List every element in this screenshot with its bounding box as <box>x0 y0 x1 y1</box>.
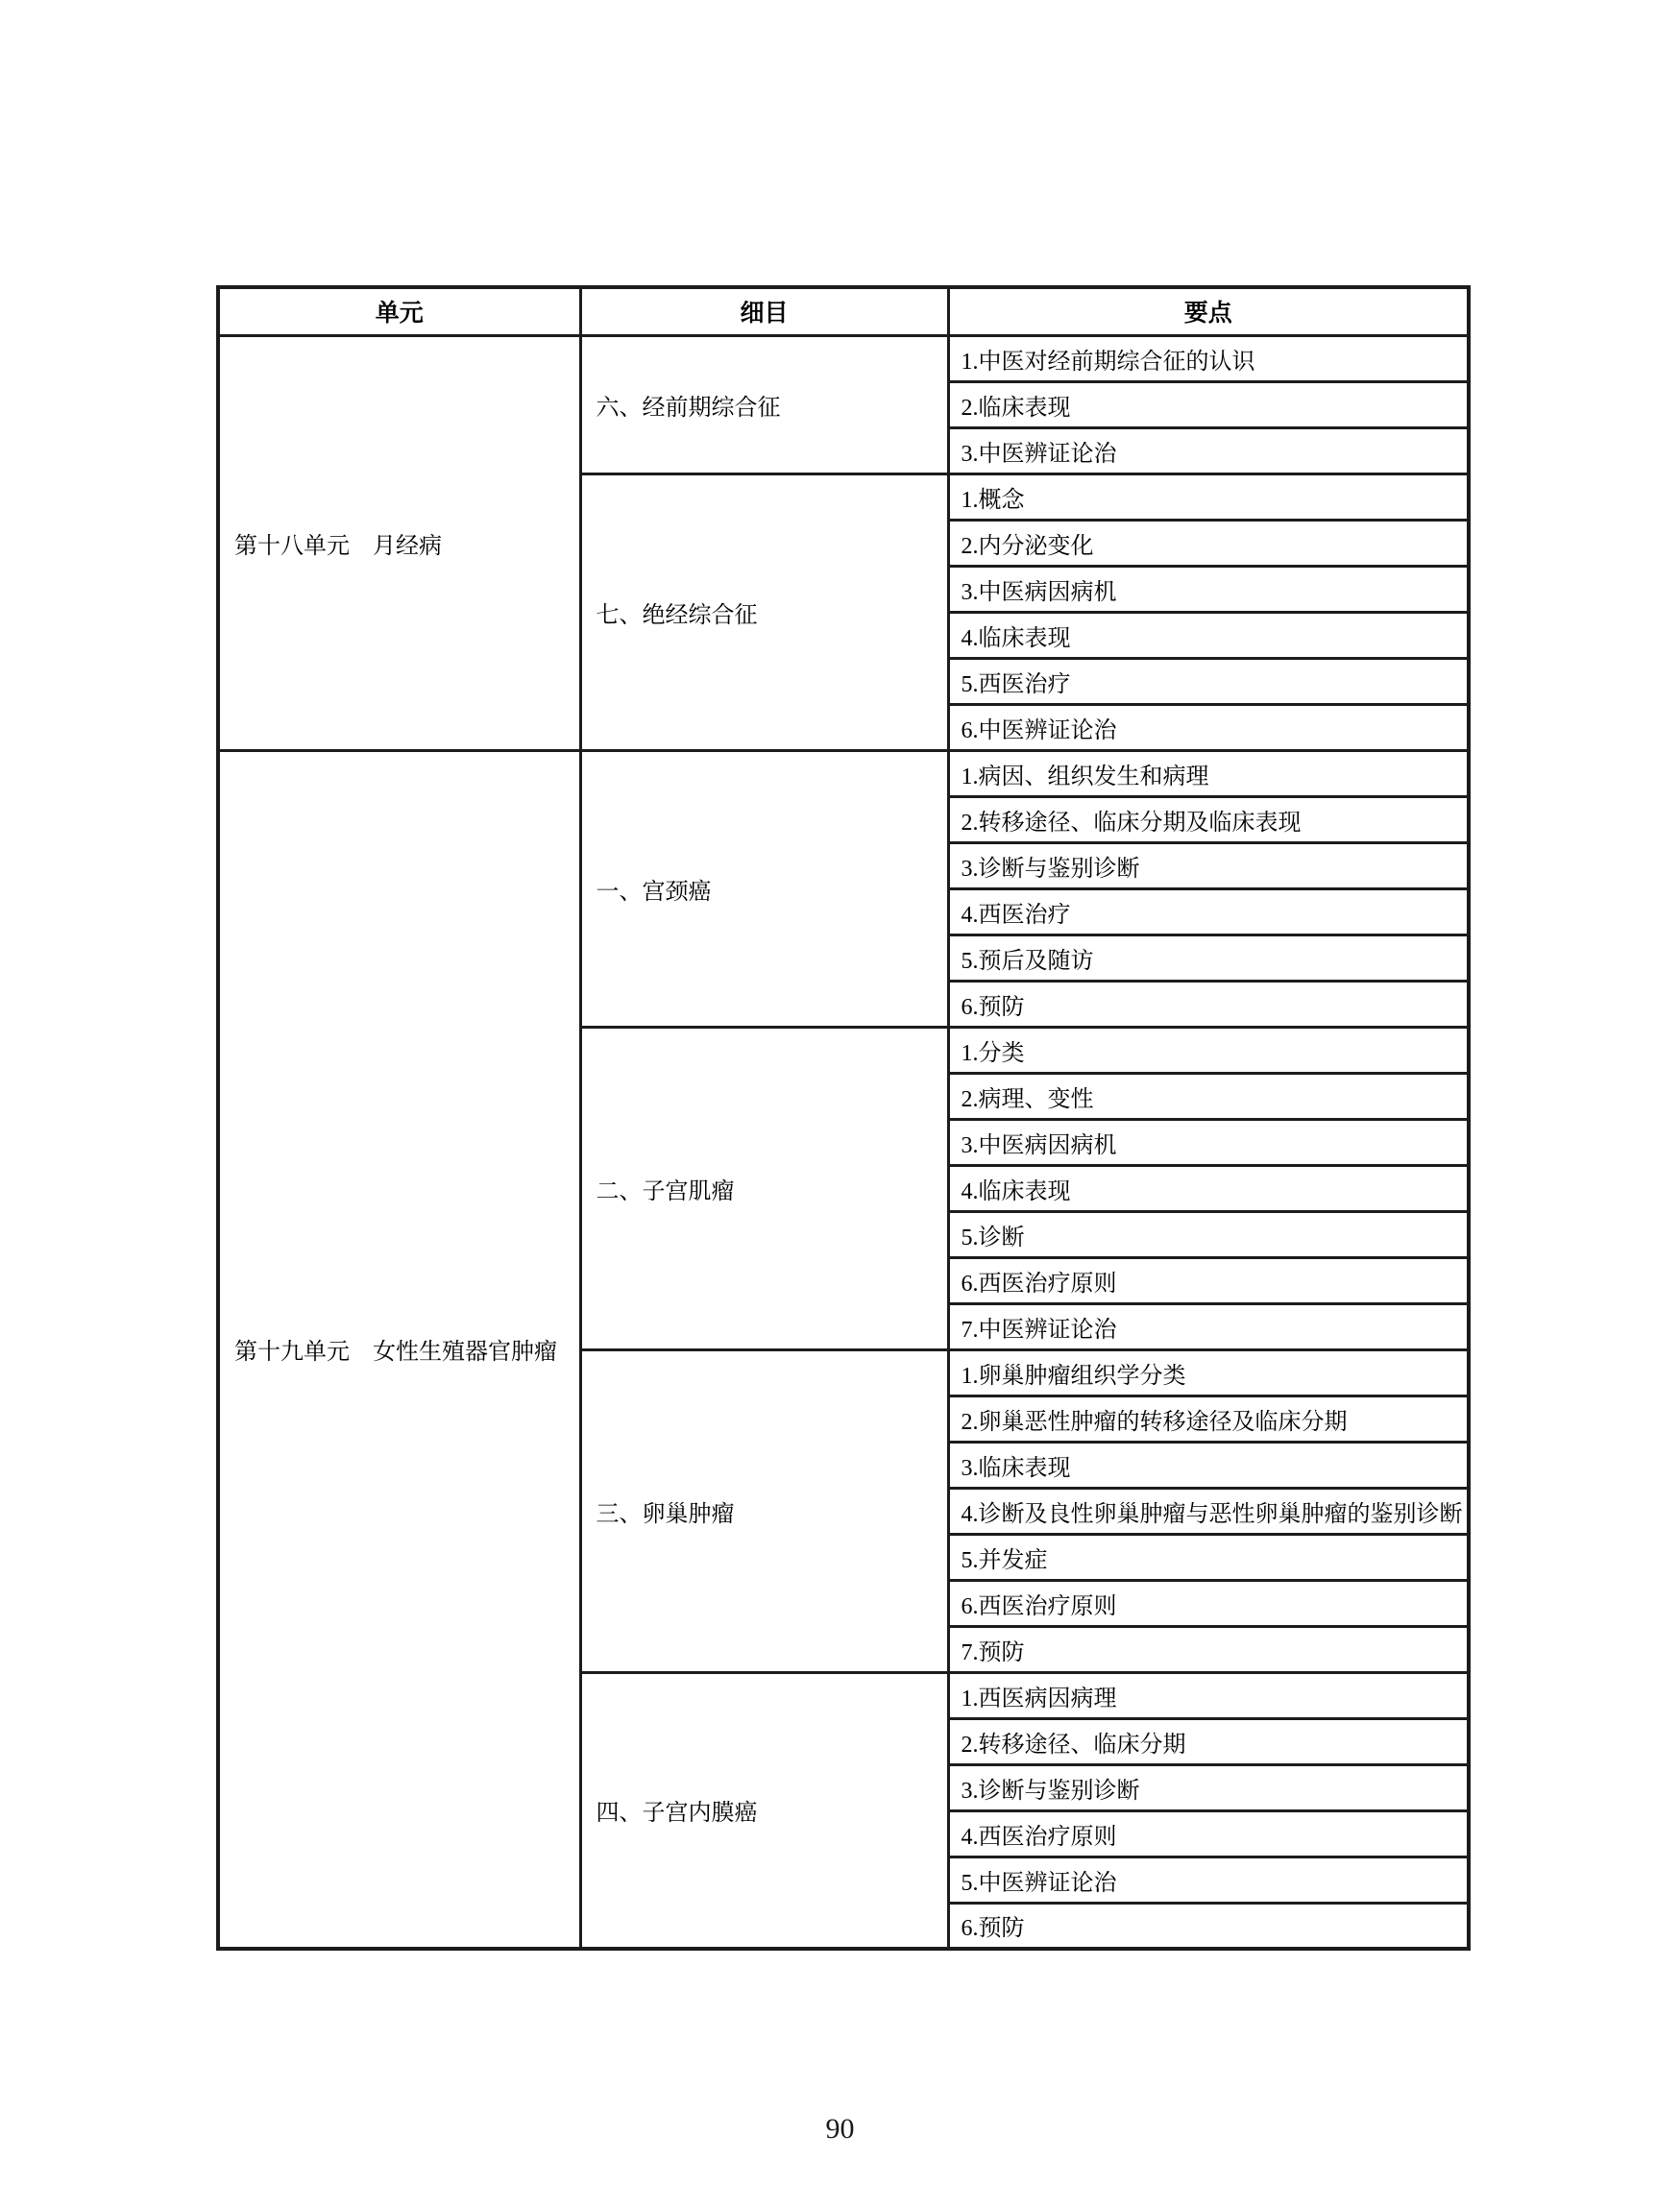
item-cell: 三、卵巢肿瘤 <box>580 1349 948 1672</box>
point-cell: 1.分类 <box>948 1027 1469 1073</box>
header-cell: 单元 <box>218 287 580 335</box>
point-cell: 5.预后及随访 <box>948 935 1469 981</box>
point-cell: 6.预防 <box>948 981 1469 1027</box>
point-cell: 6.西医治疗原则 <box>948 1580 1469 1626</box>
point-cell: 2.卵巢恶性肿瘤的转移途径及临床分期 <box>948 1396 1469 1442</box>
point-cell: 3.中医病因病机 <box>948 566 1469 612</box>
point-cell: 1.概念 <box>948 473 1469 520</box>
point-cell: 4.临床表现 <box>948 1165 1469 1211</box>
point-cell: 5.并发症 <box>948 1534 1469 1580</box>
unit-cell: 第十八单元 月经病 <box>218 335 580 750</box>
point-cell: 2.转移途径、临床分期 <box>948 1718 1469 1764</box>
point-cell: 3.临床表现 <box>948 1442 1469 1488</box>
point-cell: 1.病因、组织发生和病理 <box>948 750 1469 796</box>
point-cell: 2.病理、变性 <box>948 1073 1469 1119</box>
point-cell: 3.诊断与鉴别诊断 <box>948 842 1469 888</box>
point-cell: 3.中医病因病机 <box>948 1119 1469 1165</box>
table-row <box>218 750 1469 796</box>
point-cell: 5.诊断 <box>948 1211 1469 1257</box>
header-cell: 细目 <box>580 287 948 335</box>
point-cell: 5.中医辨证论治 <box>948 1857 1469 1903</box>
header-cell: 要点 <box>948 287 1469 335</box>
item-cell: 二、子宫肌瘤 <box>580 1027 948 1349</box>
table-body <box>218 335 1469 1949</box>
point-cell: 1.卵巢肿瘤组织学分类 <box>948 1349 1469 1396</box>
syllabus-table <box>216 285 1471 1951</box>
point-cell: 3.诊断与鉴别诊断 <box>948 1764 1469 1810</box>
item-cell: 一、宫颈癌 <box>580 750 948 1027</box>
point-cell: 5.西医治疗 <box>948 658 1469 704</box>
point-cell: 2.转移途径、临床分期及临床表现 <box>948 796 1469 842</box>
unit-cell: 第十九单元 女性生殖器官肿瘤 <box>218 750 580 1949</box>
page-number: 90 <box>825 2113 855 2145</box>
point-cell: 6.西医治疗原则 <box>948 1257 1469 1303</box>
item-cell: 六、经前期综合征 <box>580 335 948 473</box>
point-cell: 2.内分泌变化 <box>948 520 1469 566</box>
point-cell: 3.中医辨证论治 <box>948 427 1469 473</box>
point-cell: 1.中医对经前期综合征的认识 <box>948 335 1469 381</box>
point-cell: 4.西医治疗 <box>948 888 1469 935</box>
item-cell: 四、子宫内膜癌 <box>580 1672 948 1949</box>
table-header-row <box>218 287 1469 335</box>
point-cell: 2.临床表现 <box>948 381 1469 427</box>
point-cell: 6.中医辨证论治 <box>948 704 1469 750</box>
point-cell: 1.西医病因病理 <box>948 1672 1469 1718</box>
point-cell: 4.临床表现 <box>948 612 1469 658</box>
point-cell: 6.预防 <box>948 1903 1469 1949</box>
point-cell: 4.西医治疗原则 <box>948 1810 1469 1857</box>
point-cell: 4.诊断及良性卵巢肿瘤与恶性卵巢肿瘤的鉴别诊断 <box>948 1488 1469 1534</box>
point-cell: 7.预防 <box>948 1626 1469 1672</box>
item-cell: 七、绝经综合征 <box>580 473 948 750</box>
table-row <box>218 335 1469 381</box>
point-cell: 7.中医辨证论治 <box>948 1303 1469 1349</box>
